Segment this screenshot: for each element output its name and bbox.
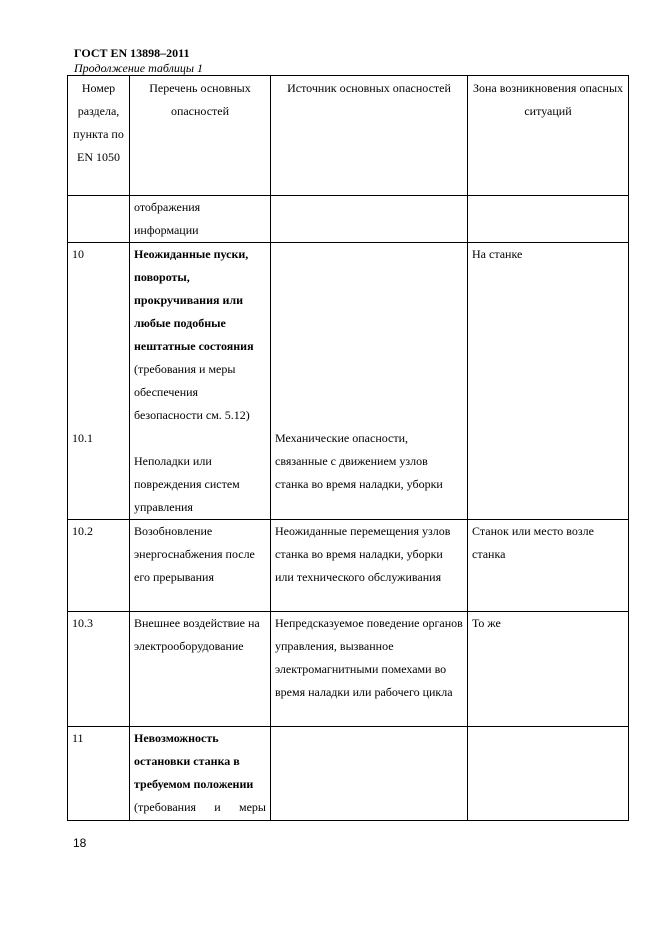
zone-cell: То же xyxy=(468,612,629,727)
zone-cell: На станке xyxy=(468,243,629,520)
zone-cell xyxy=(468,196,629,243)
col-header-source: Источник основных опасностей xyxy=(271,76,468,196)
source-cell: Непредсказуемое поведение органов управления, вызванное электромагнитными помехами во время наладки или рабочего цикла xyxy=(271,612,468,727)
hazard-cell: Возобновление энергоснабжения после его прерывания xyxy=(130,520,271,612)
source-cell xyxy=(271,196,468,243)
hazard-subitem-text: Неполадки или повреждения систем управления xyxy=(134,454,240,514)
hazard-reference-note: (требования и меры xyxy=(134,800,266,814)
row-number-cell xyxy=(68,243,130,520)
row-number-cell: 10.2 xyxy=(68,520,130,612)
hazard-cell: отображения информации xyxy=(130,196,271,243)
table-row xyxy=(68,243,629,520)
hazard-title: Неожиданные пуски, повороты, прокручивания или любые подобные нештатные состояния xyxy=(134,247,254,353)
document-standard-code: ГОСТ EN 13898–2011 xyxy=(74,46,190,60)
row-number-10: 10 xyxy=(72,247,84,261)
row-number-cell: 11 xyxy=(68,727,130,821)
table-row xyxy=(68,612,629,727)
table-row xyxy=(68,520,629,612)
col-header-zone: Зона возникновения опасных ситуаций xyxy=(468,76,629,196)
hazard-cell xyxy=(130,243,271,520)
source-cell xyxy=(271,727,468,821)
hazard-cell: Внешнее воздействие на электрооборудование xyxy=(130,612,271,727)
table-continuation-label: Продолжение таблицы 1 xyxy=(74,61,204,75)
row-number-cell: 10.3 xyxy=(68,612,130,727)
page-number: 18 xyxy=(73,836,87,850)
table-header-row xyxy=(68,76,629,196)
table-row xyxy=(68,196,629,243)
row-number-cell xyxy=(68,196,130,243)
hazards-table xyxy=(67,75,629,821)
col-header-number: Номер раздела, пункта по EN 1050 xyxy=(68,76,130,196)
hazard-reference-note: (требования и меры обеспечения безопасности см. 5.12) xyxy=(134,362,250,422)
hazard-cell xyxy=(130,727,271,821)
zone-cell: Станок или место возле станка xyxy=(468,520,629,612)
source-text: Механические опасности, связанные с движением узлов станка во время наладки, уборки xyxy=(275,431,443,491)
row-number-10-1: 10.1 xyxy=(72,431,93,445)
source-cell xyxy=(271,243,468,520)
zone-cell xyxy=(468,727,629,821)
source-cell: Неожиданные перемещения узлов станка во время наладки, уборки или технического обслуживания xyxy=(271,520,468,612)
col-header-hazards: Перечень основных опасностей xyxy=(130,76,271,196)
table-row xyxy=(68,727,629,821)
hazard-title: Невозможность остановки станка в требуемом положении xyxy=(134,731,254,791)
